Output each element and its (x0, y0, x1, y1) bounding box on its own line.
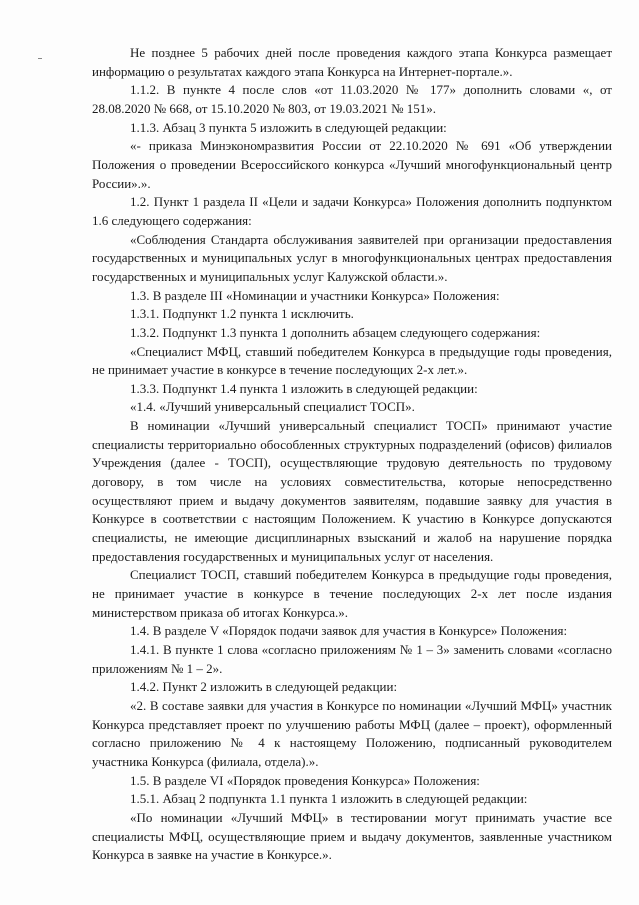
paragraph: «По номинации «Лучший МФЦ» в тестировании могут принимать участие все специалисты МФЦ, осуществляющие прием и выдачу документов, заявленные участником Конкурса в заявке на участие в Конкурсе.». (92, 809, 612, 863)
document-body (92, 44, 612, 865)
paragraph: 1.1.2. В пункте 4 после слов «от 11.03.2020 № 177» дополнить словами «, от 28.08.2020 № 668, от 15.10.2020 № 803, от 19.03.2021 № 151». (92, 82, 612, 116)
paragraph: 1.3.1. Подпункт 1.2 пункта 1 исключить. (130, 306, 354, 322)
paragraph: В номинации «Лучший универсальный специалист ТОСП» принимают участие специалисты территориально обособленных структурных подразделений (офисов) филиалов Учреждения (далее - ТОСП), осуществляющие трудовую деятельность по трудовому договору, в том числе на условиях совместительства, которые непосредственно осуществляют прием и выдачу документов заявителям, подавшие заявку для участия в Конкурсе в соответствии с настоящим Положением. К участию в Конкурсе допускаются специалисты, не имеющие дисциплинарных взысканий и жалоб на нарушение порядка предоставления государственных и муниципальных услуг от населения. (92, 418, 612, 564)
paragraph: «- приказа Минэкономразвития России от 22.10.2020 № 691 «Об утверждении Положения о проведении Всероссийского конкурса «Лучший многофункциональный центр России».». (92, 138, 612, 191)
paragraph: 1.3.2. Подпункт 1.3 пункта 1 дополнить абзацем следующего содержания: (130, 324, 541, 340)
paragraph: 1.4. В разделе V «Порядок подачи заявок для участия в Конкурсе» Положения: (130, 623, 568, 639)
paragraph: 1.3.3. Подпункт 1.4 пункта 1 изложить в следующей редакции: (130, 380, 478, 396)
paragraph: Не позднее 5 рабочих дней после проведения каждого этапа Конкурса размещает информацию о результатах каждого этапа Конкурса на Интернет-портале.». (92, 45, 612, 79)
paragraph: 1.4.1. В пункте 1 слова «согласно приложениям № 1 – 3» заменить словами «согласно приложениям № 1 – 2». (92, 642, 612, 676)
margin-mark (38, 58, 42, 59)
paragraph: Специалист ТОСП, ставший победителем Конкурса в предыдущие годы проведения, не принимает участие в конкурсе в течение последующих 2-х лет после издания министерством приказа об итогах Конкурса.». (92, 567, 612, 620)
paragraph: «2. В составе заявки для участия в Конкурсе по номинации «Лучший МФЦ» участник Конкурса представляет проект по улучшению работы МФЦ (далее – проект), оформленный согласно приложению № 4 к настоящему Положению, подписанный руководителем участника Конкурса (филиала, отдела).». (92, 697, 612, 769)
paragraph: «Специалист МФЦ, ставший победителем Конкурса в предыдущие годы проведения, не принимает участие в конкурсе в течение последующих 2-х лет.». (92, 343, 612, 378)
paragraph: 1.3. В разделе III «Номинации и участники Конкурса» Положения: (130, 287, 500, 303)
paragraph: 1.4.2. Пункт 2 изложить в следующей редакции: (130, 679, 398, 695)
paragraph: 1.2. Пункт 1 раздела II «Цели и задачи Конкурса» Положения дополнить подпунктом 1.6 следующего содержания: (92, 194, 612, 228)
paragraph: «1.4. «Лучший универсальный специалист ТОСП». (130, 399, 415, 415)
paragraph: 1.5. В разделе VI «Порядок проведения Конкурса» Положения: (130, 772, 480, 788)
paragraph: 1.5.1. Абзац 2 подпункта 1.1 пункта 1 изложить в следующей редакции: (130, 791, 528, 807)
paragraph: 1.1.3. Абзац 3 пункта 5 изложить в следующей редакции: (130, 119, 447, 135)
paragraph: «Соблюдения Стандарта обслуживания заявителей при организации предоставления государственных и муниципальных услуг в многофункциональных центрах предоставления государственных и муниципальных услуг Калужской области.». (92, 231, 612, 284)
